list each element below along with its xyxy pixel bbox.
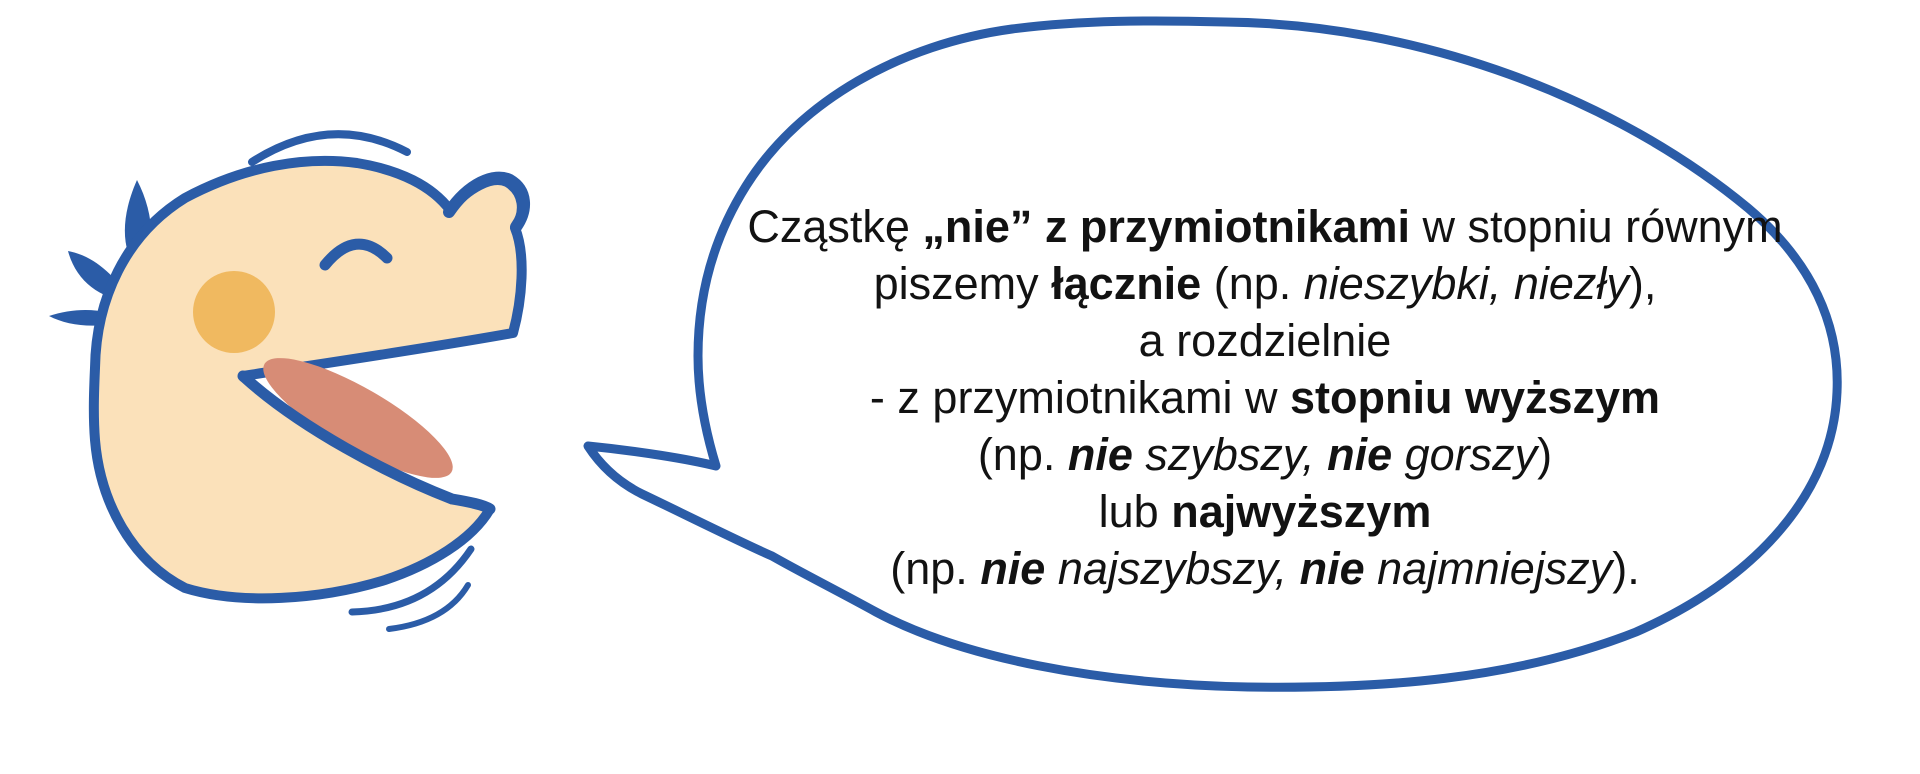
bubble-text: [740, 198, 1790, 597]
bubble-text-segment: ).: [1612, 543, 1640, 594]
bubble-text-segment: (np.: [890, 543, 981, 594]
bubble-text-segment: najszybszy,: [1045, 543, 1300, 594]
bubble-line: [740, 198, 1790, 255]
bubble-text-segment: „nie” z przymiotnikami: [922, 201, 1411, 252]
bubble-text-segment: lub: [1098, 486, 1172, 537]
bubble-line: [740, 312, 1790, 369]
bubble-text-segment: piszemy: [873, 258, 1052, 309]
bubble-text-segment: ),: [1628, 258, 1657, 309]
bubble-line: [740, 255, 1790, 312]
bubble-line: [740, 540, 1790, 597]
bubble-line: [740, 369, 1790, 426]
bubble-text-segment: gorszy: [1392, 429, 1538, 480]
mascot: [49, 134, 524, 629]
bubble-text-segment: nieszybki, niezły: [1303, 258, 1629, 309]
bubble-text-segment: nie: [1067, 429, 1133, 480]
bubble-text-segment: w stopniu równym: [1410, 201, 1783, 252]
bubble-text-segment: nie: [980, 543, 1046, 594]
bubble-line: [740, 426, 1790, 483]
bubble-text-segment: - z przymiotnikami w: [869, 372, 1290, 423]
bubble-line: [740, 483, 1790, 540]
bubble-text-segment: ): [1537, 429, 1553, 480]
bubble-text-segment: nie: [1299, 543, 1365, 594]
bubble-text-segment: a rozdzielnie: [1138, 315, 1392, 366]
bubble-text-segment: najwyższym: [1171, 486, 1432, 537]
bubble-text-segment: (np.: [977, 429, 1068, 480]
bubble-text-segment: stopniu wyższym: [1289, 372, 1661, 423]
bubble-text-segment: łącznie: [1051, 258, 1202, 309]
bubble-text-segment: Cząstkę: [747, 201, 923, 252]
bubble-text-segment: szybszy,: [1132, 429, 1328, 480]
bubble-text-segment: najmniejszy: [1364, 543, 1613, 594]
cheek-blush: [193, 271, 275, 353]
bubble-text-segment: nie: [1327, 429, 1393, 480]
bubble-text-segment: (np.: [1201, 258, 1304, 309]
